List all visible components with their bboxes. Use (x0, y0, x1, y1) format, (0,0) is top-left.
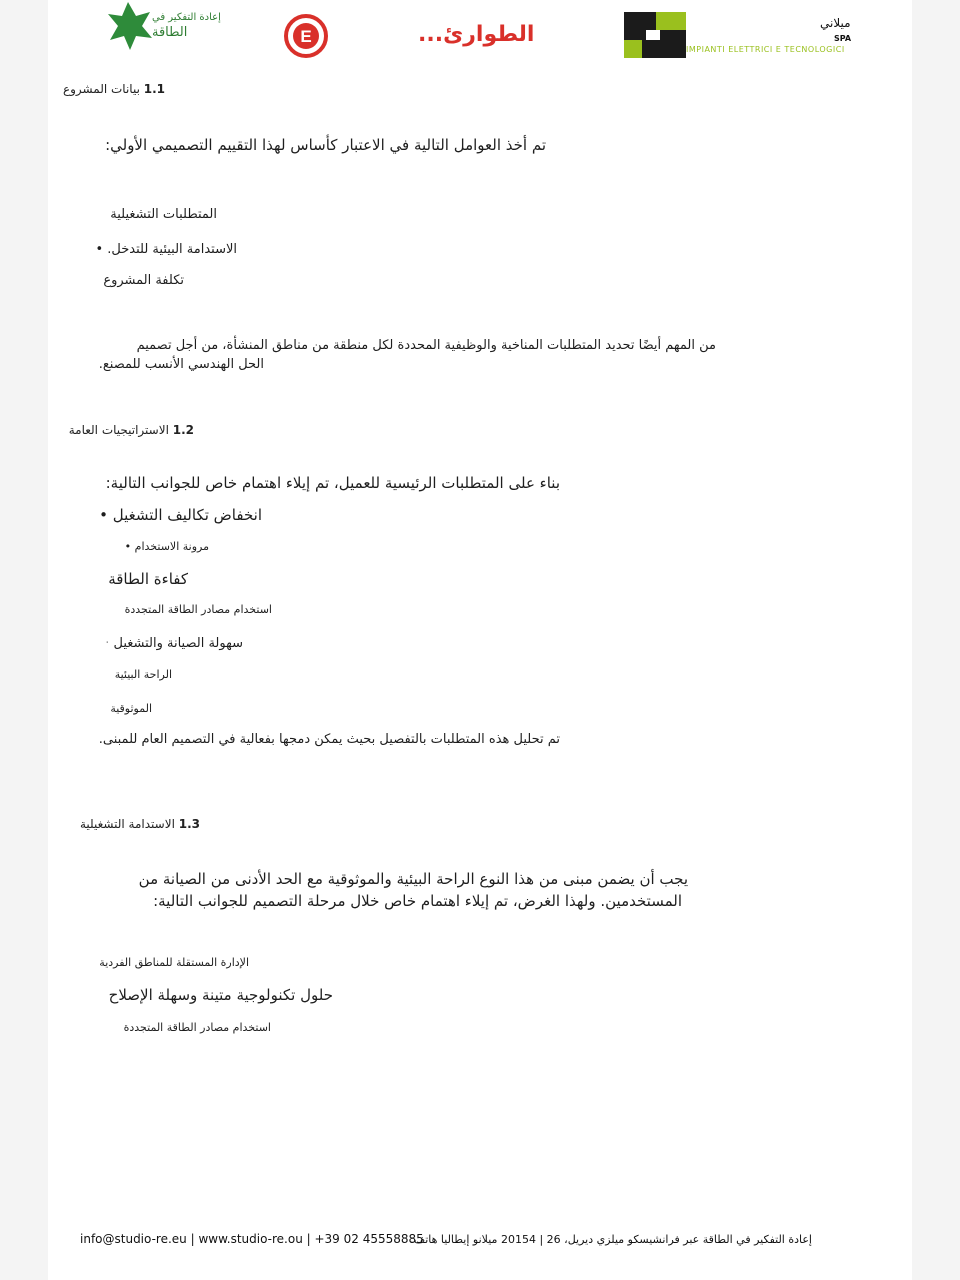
section-2-item-6: الراحة البيئية (114, 668, 172, 681)
section-1-item-3: تكلفة المشروع (103, 273, 184, 288)
section-3-item-1: الإدارة المستقلة للمناطق الفردية (99, 956, 249, 969)
left-logo-big-text: الطاقة (152, 25, 188, 40)
section-2-item-7: الموثوقية (110, 702, 152, 715)
milani-spa: SPA (834, 34, 852, 43)
emergency-logo-icon (284, 14, 328, 58)
section-2-item-5: سهولة الصيانة والتشغيل · (105, 636, 243, 651)
emergency-logo-letter: E (300, 27, 312, 46)
section-3-item-2: حلول تكنولوجية متينة وسهلة الإصلاح (108, 986, 333, 1004)
section-1-title: بيانات المشروع (62, 82, 140, 96)
bullet-icon: • (99, 506, 108, 524)
section-2-title: الاستراتيجيات العامة (68, 423, 169, 437)
section-1-paragraph-line-2: الحل الهندسي الأنسب للمصنع. (98, 357, 264, 372)
emergency-title: الطوارئ... (418, 22, 535, 47)
section-2-closing: تم تحليل هذه المتطلبات بالتفصيل بحيث يمكن دمجها بفعالية في التصميم العام للمبنى. (98, 732, 560, 747)
section-2-heading (69, 423, 194, 437)
left-logo-small-text: إعادة التفكير في (152, 12, 221, 23)
section-2-item-3: كفاءة الطاقة (108, 570, 188, 588)
milani-name: ميلاني (820, 16, 851, 30)
section-1-item-2: الاستدامة البيئية للتدخل. • (95, 242, 237, 257)
bullet-icon: · (105, 636, 110, 651)
milani-logo-icon (624, 12, 686, 58)
section-2-item-4: استخدام مصادر الطاقة المتجددة (124, 603, 272, 616)
green-leaf-logo-icon (106, 0, 154, 52)
milani-tagline: IMPIANTI ELETTRICI E TECNOLOGICI (686, 45, 845, 54)
section-3-number: 1.3 (178, 817, 200, 831)
section-3-item-3: استخدام مصادر الطاقة المتجددة (123, 1021, 271, 1034)
bullet-icon: • (124, 540, 132, 553)
section-3-paragraph-line-1: يجب أن يضمن مبنى من هذا النوع الراحة البيئية والموثوقية مع الحد الأدنى من الصيانة من (138, 870, 688, 888)
section-1-paragraph-line-1: من المهم أيضًا تحديد المتطلبات المناخية والوظيفية المحددة لكل منطقة من مناطق المنشأة، من أجل تصميم (136, 338, 716, 353)
section-1-intro: تم أخذ العوامل التالية في الاعتبار كأساس لهذا التقييم التصميمي الأولي: (105, 136, 546, 154)
footer-address: إعادة التفكير في الطاقة عبر فرانشيسكو ميلزي ديريل، 26 | 20154 ميلانو إيطاليا هاتف: (410, 1233, 812, 1246)
section-3-heading (80, 817, 200, 831)
section-3-title: الاستدامة التشغيلية (79, 817, 175, 831)
section-2-item-2: مرونة الاستخدام • (124, 540, 209, 553)
section-2-intro: بناء على المتطلبات الرئيسية للعميل، تم إيلاء اهتمام خاص للجوانب التالية: (105, 474, 560, 492)
section-2-number: 1.2 (172, 423, 194, 437)
bullet-icon: • (95, 242, 104, 257)
section-2-item-1: انخفاض تكاليف التشغيل • (99, 506, 262, 524)
section-1-number: 1.1 (143, 82, 165, 96)
section-1-item-1: المتطلبات التشغيلية (110, 207, 217, 222)
section-3-paragraph-line-2: المستخدمين. ولهذا الغرض، تم إيلاء اهتمام خاص خلال مرحلة التصميم للجوانب التالية: (153, 892, 682, 910)
section-1-heading (63, 82, 165, 96)
footer-contact: info@studio-re.eu | www.studio-re.ou | +39 02 45558885 (80, 1232, 424, 1246)
